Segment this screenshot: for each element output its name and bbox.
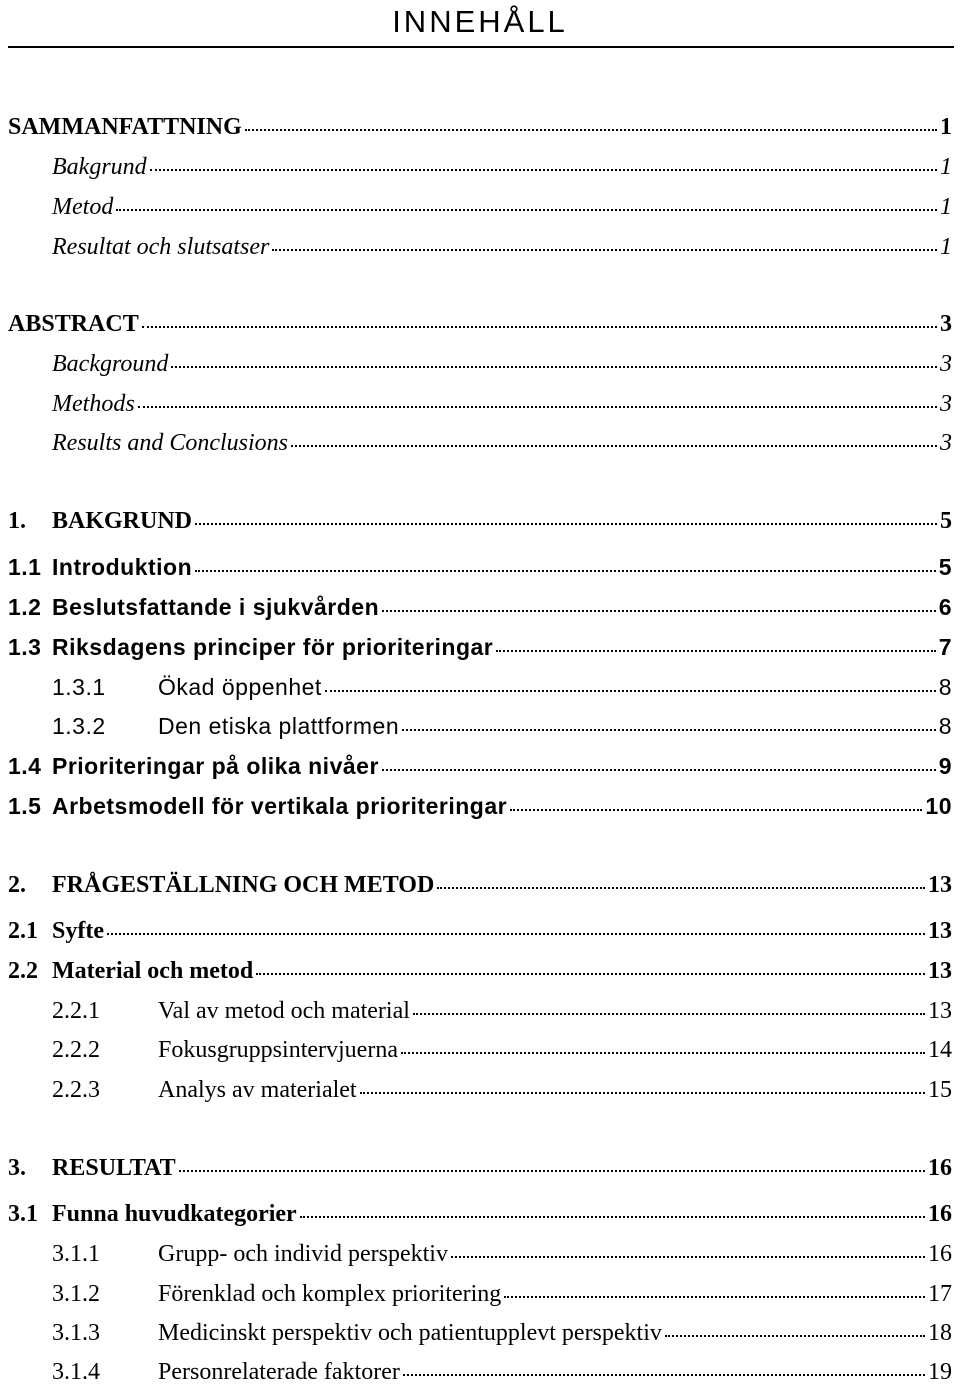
dot-leader [107, 933, 925, 935]
toc-entry-page: 19 [928, 1359, 952, 1385]
dot-leader [437, 887, 925, 889]
dot-leader [325, 690, 936, 692]
toc-entry-label: ABSTRACT [8, 311, 139, 337]
toc-entry-page: 5 [940, 508, 952, 534]
dot-leader [245, 129, 937, 131]
toc-entry-fragestallning[interactable] [8, 870, 952, 900]
dot-leader [451, 1256, 925, 1258]
toc-entry-page: 13 [928, 998, 952, 1024]
toc-entry-page: 15 [928, 1077, 952, 1103]
toc-entry-label: Analys av materialet [158, 1077, 357, 1103]
toc-entry-page: 10 [925, 793, 952, 819]
toc-entry-bakgrund[interactable] [52, 152, 952, 182]
toc-entry-page: 3 [940, 311, 952, 337]
toc-entry-syfte[interactable] [8, 916, 952, 946]
dot-leader [256, 973, 925, 975]
toc-entry-number: 3.1.4 [52, 1359, 100, 1385]
toc-entry-label: Resultat och slutsatser [52, 234, 270, 260]
toc-entry-label: RESULTAT [52, 1155, 176, 1181]
toc-entry-number: 2.2.1 [52, 998, 100, 1024]
dot-leader [171, 366, 937, 368]
dot-leader [300, 1216, 925, 1218]
toc-entry-number: 3.1.2 [52, 1281, 100, 1307]
toc-entry-page: 3 [940, 391, 952, 417]
toc-entry-number: 1.3.1 [52, 674, 106, 700]
dot-leader [413, 1013, 925, 1015]
toc-entry-sammanfattning[interactable] [8, 112, 952, 142]
dot-leader [504, 1296, 925, 1298]
toc-entry-personrelaterade-faktorer[interactable] [52, 1357, 952, 1387]
toc-entry-label: Val av metod och material [158, 998, 410, 1024]
toc-entry-etiska-plattformen[interactable] [52, 711, 952, 741]
dot-leader [360, 1092, 925, 1094]
toc-entry-number: 1.3.2 [52, 713, 106, 739]
dot-leader [382, 610, 936, 612]
dot-leader [510, 809, 922, 811]
toc-entry-riksdagens-principer[interactable] [8, 632, 952, 662]
toc-entry-methods[interactable] [52, 389, 952, 419]
toc-entry-page: 8 [938, 713, 952, 739]
dot-leader [195, 570, 936, 572]
toc-entry-forenklad-och-komplex[interactable] [52, 1279, 952, 1309]
dot-leader [142, 326, 937, 328]
toc-entry-prioriteringar-nivaer[interactable] [8, 751, 952, 781]
toc-entry-label: Methods [52, 391, 135, 417]
dot-leader [665, 1335, 925, 1337]
toc-entry-label: Prioriteringar på olika nivåer [52, 753, 379, 779]
toc-entry-label: Background [52, 351, 169, 377]
toc-entry-label: Arbetsmodell för vertikala prioriteringar [52, 793, 508, 819]
toc-entry-beslutsfattande[interactable] [8, 592, 952, 622]
toc-entry-page: 16 [928, 1201, 952, 1227]
toc-entry-page: 3 [940, 351, 952, 377]
toc-entry-label: Beslutsfattande i sjukvården [52, 594, 380, 620]
toc-entry-number: 1.3 [8, 634, 42, 660]
toc-entry-number: 1. [8, 508, 26, 534]
toc-entry-material-och-metod[interactable] [8, 956, 952, 986]
dot-leader [272, 249, 937, 251]
toc-entry-page: 1 [940, 114, 952, 140]
dot-leader [179, 1170, 925, 1172]
toc-entry-label: FRÅGESTÄLLNING OCH METOD [52, 872, 435, 898]
toc-entry-number: 1.4 [8, 753, 42, 779]
toc-entry-page: 13 [928, 872, 952, 898]
toc-entry-results-and-conclusions[interactable] [52, 428, 952, 458]
toc-entry-okad-oppenhet[interactable] [52, 672, 952, 702]
toc-entry-label: Results and Conclusions [52, 430, 289, 456]
toc-entry-number: 1.1 [8, 554, 42, 580]
toc-entry-number: 3. [8, 1155, 26, 1181]
toc-entry-label: Riksdagens principer för prioriteringar [52, 634, 494, 660]
title-divider [8, 46, 954, 48]
dot-leader [116, 209, 937, 211]
toc-entry-page: 7 [938, 634, 952, 660]
toc-entry-abstract[interactable] [8, 309, 952, 339]
toc-entry-number: 2.2.2 [52, 1037, 100, 1063]
dot-leader [291, 445, 937, 447]
toc-entry-page: 5 [938, 554, 952, 580]
toc-entry-label: Funna huvudkategorier [52, 1201, 297, 1227]
toc-entry-medicinskt-perspektiv[interactable] [52, 1318, 952, 1348]
toc-entry-page: 18 [928, 1320, 952, 1346]
toc-entry-arbetsmodell[interactable] [8, 791, 952, 821]
toc-entry-label: Den etiska plattformen [158, 713, 400, 739]
toc-entry-introduktion[interactable] [8, 552, 952, 582]
toc-entry-label: Personrelaterade faktorer [158, 1359, 400, 1385]
dot-leader [401, 1052, 925, 1054]
dot-leader [382, 769, 936, 771]
toc-entry-val-av-metod[interactable] [52, 996, 952, 1026]
dot-leader [195, 523, 937, 525]
dot-leader [138, 406, 937, 408]
toc-entry-analys-av-materialet[interactable] [52, 1075, 952, 1105]
toc-entry-label: Introduktion [52, 554, 193, 580]
toc-entry-number: 2.2.3 [52, 1077, 100, 1103]
toc-entry-label: Material och metod [52, 958, 254, 984]
toc-entry-page: 3 [940, 430, 952, 456]
toc-entry-number: 3.1.1 [52, 1241, 100, 1267]
toc-entry-background[interactable] [52, 349, 952, 379]
toc-entry-funna-huvudkategorier[interactable] [8, 1199, 952, 1229]
toc-entry-fokusgruppsintervjuerna[interactable] [52, 1035, 952, 1065]
toc-entry-label: Metod [52, 194, 114, 220]
toc-entry-label: Medicinskt perspektiv och patientupplevt perspektiv [158, 1320, 662, 1346]
toc-entry-label: Bakgrund [52, 154, 147, 180]
dot-leader [496, 650, 935, 652]
toc-entry-resultat-och-slutsatser[interactable] [52, 232, 952, 262]
dot-leader [402, 729, 936, 731]
toc-entry-label: Förenklad och komplex prioritering [158, 1281, 502, 1307]
dot-leader [150, 169, 937, 171]
toc-entry-number: 3.1.3 [52, 1320, 100, 1346]
toc-entry-page: 6 [938, 594, 952, 620]
toc-entry-label: Syfte [52, 918, 104, 944]
toc-entry-page: 16 [928, 1155, 952, 1181]
toc-entry-page: 16 [928, 1241, 952, 1267]
toc-entry-page: 14 [928, 1037, 952, 1063]
toc-entry-page: 8 [938, 674, 952, 700]
toc-entry-label: BAKGRUND [52, 508, 193, 534]
toc-entry-page: 17 [928, 1281, 952, 1307]
toc-entry-page: 1 [940, 234, 952, 260]
dot-leader [403, 1374, 925, 1376]
page-title: INNEHÅLL [392, 4, 568, 39]
toc-entry-page: 1 [940, 154, 952, 180]
toc-entry-resultat[interactable] [8, 1153, 952, 1183]
toc-entry-number: 3.1 [8, 1201, 38, 1227]
toc-entry-number: 1.2 [8, 594, 42, 620]
toc-entry-number: 2. [8, 872, 26, 898]
toc-entry-grupp-och-individ[interactable] [52, 1239, 952, 1269]
toc-entry-bakgrund-chapter[interactable] [8, 506, 952, 536]
toc-entry-page: 9 [938, 753, 952, 779]
toc-entry-page: 1 [940, 194, 952, 220]
toc-entry-number: 2.2 [8, 958, 38, 984]
toc-entry-label: SAMMANFATTNING [8, 114, 242, 140]
toc-entry-page: 13 [928, 918, 952, 944]
toc-entry-page: 13 [928, 958, 952, 984]
toc-entry-label: Fokusgruppsintervjuerna [158, 1037, 398, 1063]
toc-entry-label: Grupp- och individ perspektiv [158, 1241, 448, 1267]
toc-entry-number: 2.1 [8, 918, 38, 944]
toc-entry-number: 1.5 [8, 793, 42, 819]
toc-entry-metod[interactable] [52, 192, 952, 222]
toc-entry-label: Ökad öppenhet [158, 674, 322, 700]
